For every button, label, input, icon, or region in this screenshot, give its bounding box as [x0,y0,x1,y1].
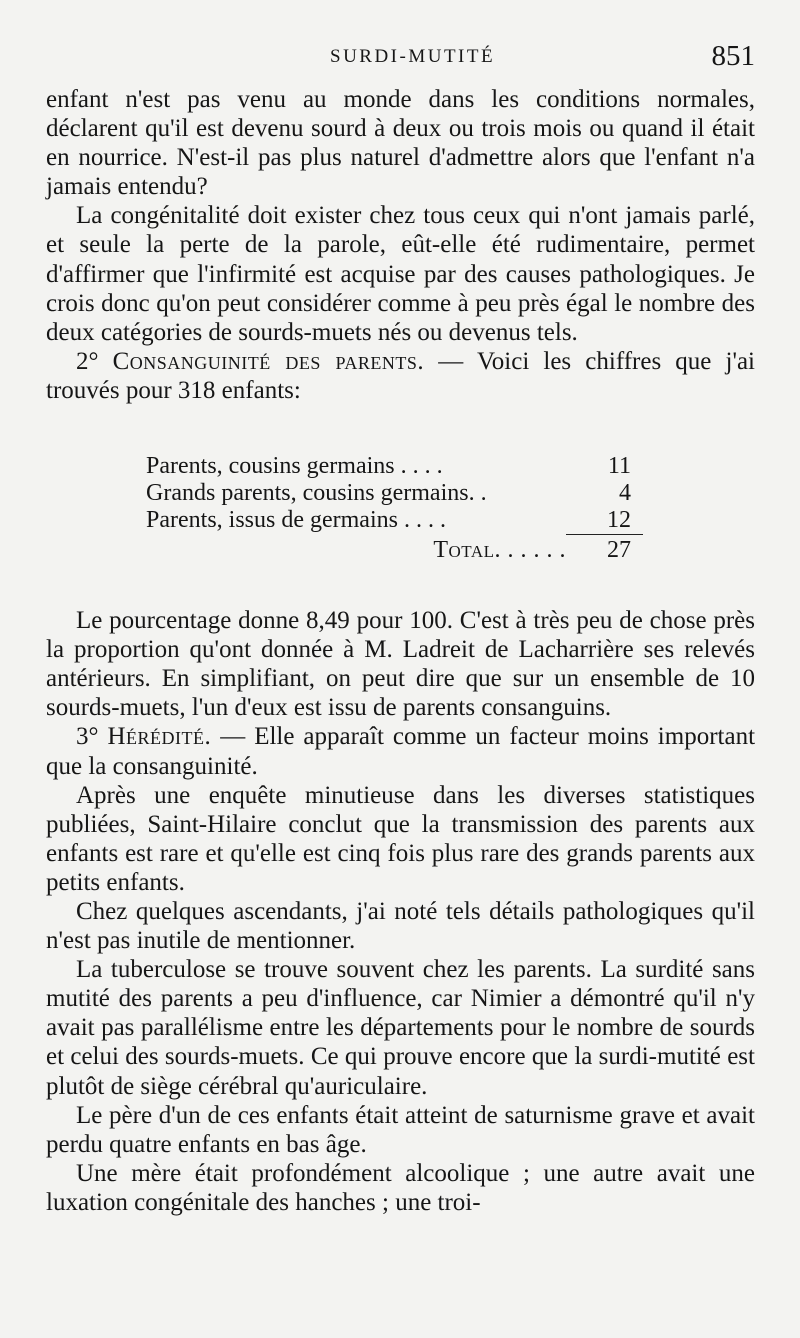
table-row [146,453,643,480]
table-row-label: Parents, cousins germains . . . . [146,453,443,480]
table-row-value: 4 [619,480,631,507]
section-number: 3° [76,723,99,751]
section-number: 2° [76,347,99,375]
table-row-label: Parents, issus de germains . . . . [146,507,446,534]
table-row [146,507,643,535]
paragraph: La congénitalité doit exister chez tous ceux qui n'ont jamais parlé, et seule la perte de la parole, eût-elle été rudimentaire, permet d'affirmer que l'infirmité est acquise par des causes pathologiques. Je crois donc qu'on peut considérer comme à peu près égal le nombre des deux catégories de sourds-muets nés ou devenus tels. [46,202,755,346]
section-heading: Hérédité. [107,723,212,751]
table-total-row [146,535,643,565]
paragraph: Le père d'un de ces enfants était atteint de saturnisme grave et avait perdu quatre enfants en bas âge. [46,1101,755,1158]
table-row [146,480,643,507]
table-row-value: 12 [607,507,631,534]
body-text [46,85,755,1217]
table-row-value: 11 [607,453,631,480]
consanguinity-table [146,453,643,564]
section-text: — Elle apparaît comme un facteur moins important que la consanguinité. [46,723,756,780]
section-heading: Consanguinité des parents. [112,347,425,375]
page-header [0,38,800,78]
paragraph: Le pourcentage donne 8,49 pour 100. C'est à très peu de chose près la proportion qu'ont donnée à M. Ladreit de Lacharrière ses relevés antérieurs. En simplifiant, on peut dire que sur un ensemble de 10 sourds-muets, l'un d'eux est issu de parents consanguins. [46,607,755,722]
paragraph: La tuberculose se trouve souvent chez les parents. La surdité sans mutité des parents a peu d'influence, car Nimier a démontré qu'il n'y avait pas parallélisme entre les départements pour le nombre de sourds et celui des sourds-muets. Ce qui prouve encore que la surdi-mutité est plutôt de siège cérébral qu'auriculaire. [46,956,755,1100]
page-number: 851 [711,40,755,72]
paragraph: enfant n'est pas venu au monde dans les conditions normales, déclarent qu'il est devenu sourd à deux ou trois mois ou quand il était en nourrice. N'est-il pas plus naturel d'admettre alors que l'enfant n'a jamais entendu? [46,86,755,201]
section-consanguinity [46,347,755,405]
table-total-value: 27 [566,535,643,565]
section-text: — Voici les chiffres que j'ai trouvés pour 318 enfants: [46,347,756,404]
paragraph: Chez quelques ascendants, j'ai noté tels détails pathologiques qu'il n'est pas inutile de mentionner. [46,897,755,955]
paragraph: Une mère était profondément alcoolique ; une autre avait une luxation congénitale des hanches ; une troi- [46,1159,755,1216]
running-head: SURDI-MUTITÉ [330,46,496,67]
spacer [46,564,755,606]
table-row-label: Grands parents, cousins germains. . [146,480,487,507]
paragraph: Après une enquête minutieuse dans les diverses statistiques publiées, Saint-Hilaire conclut que la transmission des parents aux enfants est rare et qu'elle est cinq fois plus rare des grands parents aux petits enfants. [46,781,755,896]
section-heredity [46,722,755,780]
table-total-label: Total. . . . . . [433,536,566,563]
